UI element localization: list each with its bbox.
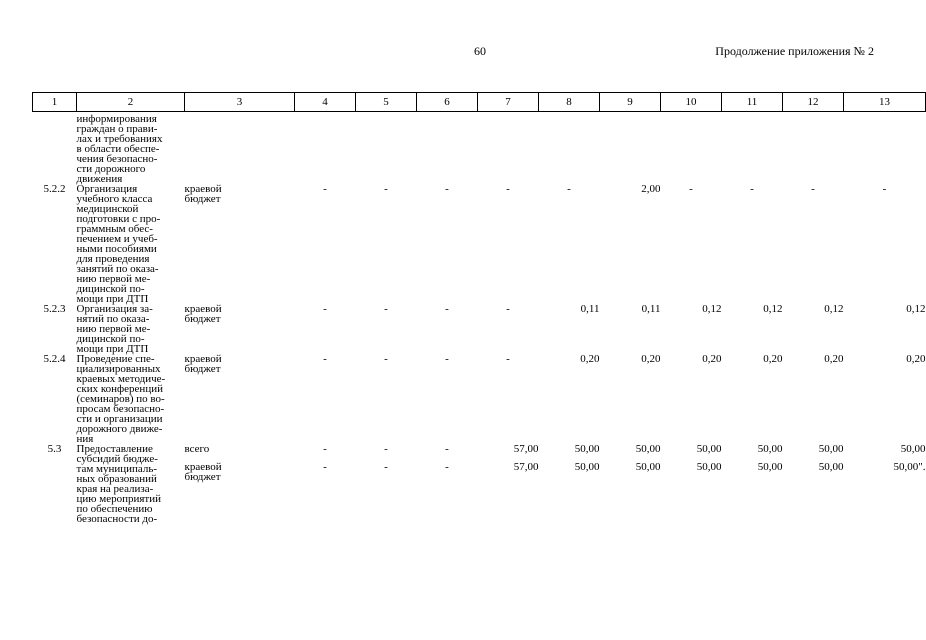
amount-cell — [844, 304, 926, 354]
item-code: 5.3 — [47, 443, 62, 455]
table-row — [33, 184, 926, 304]
amount-value: - — [323, 443, 327, 455]
item-name — [77, 112, 185, 185]
amount-value: 0,12 — [702, 303, 722, 315]
amount-value: - — [689, 183, 693, 195]
amount-value: - — [445, 461, 449, 473]
item-name-line: там муниципаль- — [76, 463, 158, 475]
amount-cell — [844, 444, 926, 524]
amount-cell — [539, 112, 600, 185]
item-name-line: лах и требованиях — [76, 133, 163, 145]
table-body — [33, 112, 926, 525]
amount-value: 50,00 — [818, 443, 844, 455]
item-name-line: сти дорожного — [76, 163, 146, 175]
item-name-line: субсидий бюдже- — [76, 453, 158, 465]
amount-value: 0,11 — [641, 303, 661, 315]
item-code: 5.2.3 — [43, 303, 66, 315]
item-name-line: печением и учеб- — [76, 233, 158, 245]
amount-value: - — [384, 443, 388, 455]
amount-cell — [478, 444, 539, 524]
column-header: 12 — [783, 93, 844, 112]
amount-value: - — [506, 303, 510, 315]
amount-cell — [600, 444, 661, 524]
table-row — [33, 444, 926, 524]
funding-source-line: краевой бюджет — [184, 461, 222, 483]
table-row — [33, 112, 926, 185]
amount-value: 50,00 — [818, 461, 844, 473]
amount-value: 57,00 — [513, 443, 539, 455]
item-name — [77, 304, 185, 354]
item-name-line: ных образований — [76, 473, 157, 485]
item-name-line: Проведение спе- — [76, 353, 155, 365]
item-name-line: Организация за- — [76, 303, 153, 315]
column-header: 2 — [77, 93, 185, 112]
amount-cell — [295, 444, 356, 524]
amount-value: - — [323, 303, 327, 315]
item-name-line: движения — [76, 173, 123, 185]
amount-value: 0,20 — [641, 353, 661, 365]
amount-cell — [417, 354, 478, 444]
amount-cell — [539, 354, 600, 444]
amount-value: 50,00 — [696, 443, 722, 455]
amount-cell — [661, 184, 722, 304]
item-name-line: нию первой ме- — [76, 323, 151, 335]
amount-value: - — [323, 353, 327, 365]
amount-cell — [661, 444, 722, 524]
item-name-line: Предоставление — [76, 443, 153, 455]
item-name-line: для проведения — [76, 253, 150, 265]
funding-source — [185, 304, 295, 354]
funding-source-line: краевой — [184, 183, 222, 195]
column-header: 9 — [600, 93, 661, 112]
amount-cell — [722, 304, 783, 354]
amount-cell — [600, 354, 661, 444]
amount-cell — [844, 112, 926, 185]
amount-value: - — [445, 303, 449, 315]
amount-cell — [417, 112, 478, 185]
amount-cell — [783, 304, 844, 354]
item-name-line: мощи при ДТП — [76, 293, 149, 305]
table-row — [33, 304, 926, 354]
item-name-line: дорожного движе- — [76, 423, 163, 435]
item-name-line: нию первой ме- — [76, 273, 151, 285]
funding-source-line: краевой — [184, 353, 222, 365]
amount-value: 50,00 — [574, 461, 600, 473]
amount-cell — [478, 184, 539, 304]
amount-value: - — [323, 461, 327, 473]
column-header: 3 — [185, 93, 295, 112]
item-name — [77, 354, 185, 444]
amount-value: 50,00 — [757, 461, 783, 473]
amount-value: - — [384, 461, 388, 473]
item-name — [77, 444, 185, 524]
amount-value: 57,00 — [513, 461, 539, 473]
amount-cell — [600, 112, 661, 185]
item-code — [33, 112, 77, 185]
amount-cell — [539, 184, 600, 304]
amount-value: 50,00 — [635, 461, 661, 473]
amount-cell — [783, 112, 844, 185]
funding-source — [185, 184, 295, 304]
amount-cell — [783, 184, 844, 304]
amount-cell — [356, 444, 417, 524]
amount-value: 0,12 — [763, 303, 783, 315]
amount-value: 50,00". — [893, 461, 926, 473]
page-number: 60 — [474, 44, 486, 58]
amount-cell — [295, 354, 356, 444]
amount-value: - — [384, 183, 388, 195]
item-name-line: медицинской — [76, 203, 139, 215]
amount-value: 0,12 — [824, 303, 844, 315]
item-name — [77, 184, 185, 304]
amount-value: 0,20 — [824, 353, 844, 365]
amount-value: 0,20 — [580, 353, 600, 365]
item-name-line: цию мероприятий — [76, 493, 161, 505]
amount-value: - — [506, 183, 510, 195]
continuation-caption: Продолжение приложения № 2 — [715, 44, 874, 58]
amount-cell — [722, 444, 783, 524]
column-header: 5 — [356, 93, 417, 112]
item-name-line: просам безопасно- — [76, 403, 165, 415]
item-name-line: по обеспечению — [76, 503, 153, 515]
amount-cell — [478, 304, 539, 354]
item-name-line: чения безопасно- — [76, 153, 158, 165]
amount-value: - — [445, 183, 449, 195]
amount-value: 0,20 — [763, 353, 783, 365]
amount-cell — [600, 304, 661, 354]
amount-cell — [539, 444, 600, 524]
column-header: 11 — [722, 93, 783, 112]
amount-value: 50,00 — [757, 443, 783, 455]
amount-cell — [844, 354, 926, 444]
amount-value: 50,00 — [635, 443, 661, 455]
item-name-line: граммным обес- — [76, 223, 153, 235]
amount-cell — [722, 112, 783, 185]
table-row — [33, 354, 926, 444]
amount-value: - — [567, 183, 571, 195]
item-code: 5.2.2 — [43, 183, 66, 195]
funding-source-line: бюджет — [184, 363, 221, 375]
amount-cell — [356, 354, 417, 444]
amount-cell — [356, 304, 417, 354]
item-name-line: ских конференций — [76, 383, 163, 395]
amount-cell — [478, 354, 539, 444]
amount-value: 0,20 — [906, 353, 926, 365]
item-name-line: информирования — [76, 113, 157, 125]
amount-value: 50,00 — [574, 443, 600, 455]
amount-value: - — [384, 353, 388, 365]
item-name-line: мощи при ДТП — [76, 343, 149, 355]
amount-cell — [722, 184, 783, 304]
amount-value: 2,00 — [641, 183, 661, 195]
amount-cell — [417, 304, 478, 354]
item-name-line: циализированных — [76, 363, 161, 375]
column-header: 6 — [417, 93, 478, 112]
funding-source-line: бюджет — [184, 193, 221, 205]
amount-value: 0,12 — [906, 303, 926, 315]
funding-source-line: бюджет — [184, 313, 221, 325]
funding-source-line: краевой — [184, 303, 222, 315]
column-header: 13 — [844, 93, 926, 112]
amount-value: - — [506, 353, 510, 365]
column-header: 4 — [295, 93, 356, 112]
amount-cell — [417, 444, 478, 524]
amount-cell — [295, 304, 356, 354]
amount-cell — [661, 354, 722, 444]
amount-cell — [417, 184, 478, 304]
item-name-line: ния — [76, 433, 94, 445]
amount-value: - — [323, 183, 327, 195]
item-name-line: краевых методиче- — [76, 373, 166, 385]
amount-cell — [600, 184, 661, 304]
item-name-line: безопасности до- — [76, 513, 158, 525]
amount-cell — [844, 184, 926, 304]
amount-value: - — [882, 183, 887, 195]
item-name-line: учебного класса — [76, 193, 153, 205]
amount-value: - — [750, 183, 754, 195]
amount-value: - — [384, 303, 388, 315]
item-name-line: края на реализа- — [76, 483, 154, 495]
amount-value: - — [445, 443, 449, 455]
item-name-line: подготовки с про- — [76, 213, 161, 225]
column-header: 1 — [33, 93, 77, 112]
amount-value: 0,20 — [702, 353, 722, 365]
amount-cell — [356, 184, 417, 304]
funding-source — [185, 444, 295, 524]
item-name-line: дицинской по- — [76, 333, 145, 345]
amount-value: 50,00 — [696, 461, 722, 473]
item-name-line: в области обеспе- — [76, 143, 160, 155]
item-name-line: граждан о прави- — [76, 123, 158, 135]
amount-cell — [356, 112, 417, 185]
amount-cell — [661, 112, 722, 185]
amount-cell — [478, 112, 539, 185]
item-name-line: нятий по оказа- — [76, 313, 150, 325]
appendix-table — [32, 92, 926, 524]
column-header: 7 — [478, 93, 539, 112]
item-code: 5.2.4 — [43, 353, 66, 365]
item-name-line: (семинаров) по во- — [76, 393, 165, 405]
amount-cell — [539, 304, 600, 354]
funding-source — [185, 112, 295, 185]
column-number-row — [33, 93, 926, 112]
column-header: 10 — [661, 93, 722, 112]
funding-source — [185, 354, 295, 444]
amount-cell — [295, 112, 356, 185]
amount-value: - — [811, 183, 815, 195]
amount-value: 0,11 — [580, 303, 600, 315]
amount-cell — [783, 444, 844, 524]
funding-source-line: всего — [184, 443, 210, 455]
amount-cell — [295, 184, 356, 304]
item-name-line: занятий по оказа- — [76, 263, 159, 275]
item-name-line: сти и организации — [76, 413, 163, 425]
amount-cell — [661, 304, 722, 354]
item-name-line: Организация — [76, 183, 138, 195]
amount-cell — [783, 354, 844, 444]
amount-value: 50,00 — [900, 443, 926, 455]
item-name-line: ными пособиями — [76, 243, 157, 255]
item-name-line: дицинской по- — [76, 283, 145, 295]
amount-value: - — [445, 353, 449, 365]
amount-cell — [722, 354, 783, 444]
column-header: 8 — [539, 93, 600, 112]
